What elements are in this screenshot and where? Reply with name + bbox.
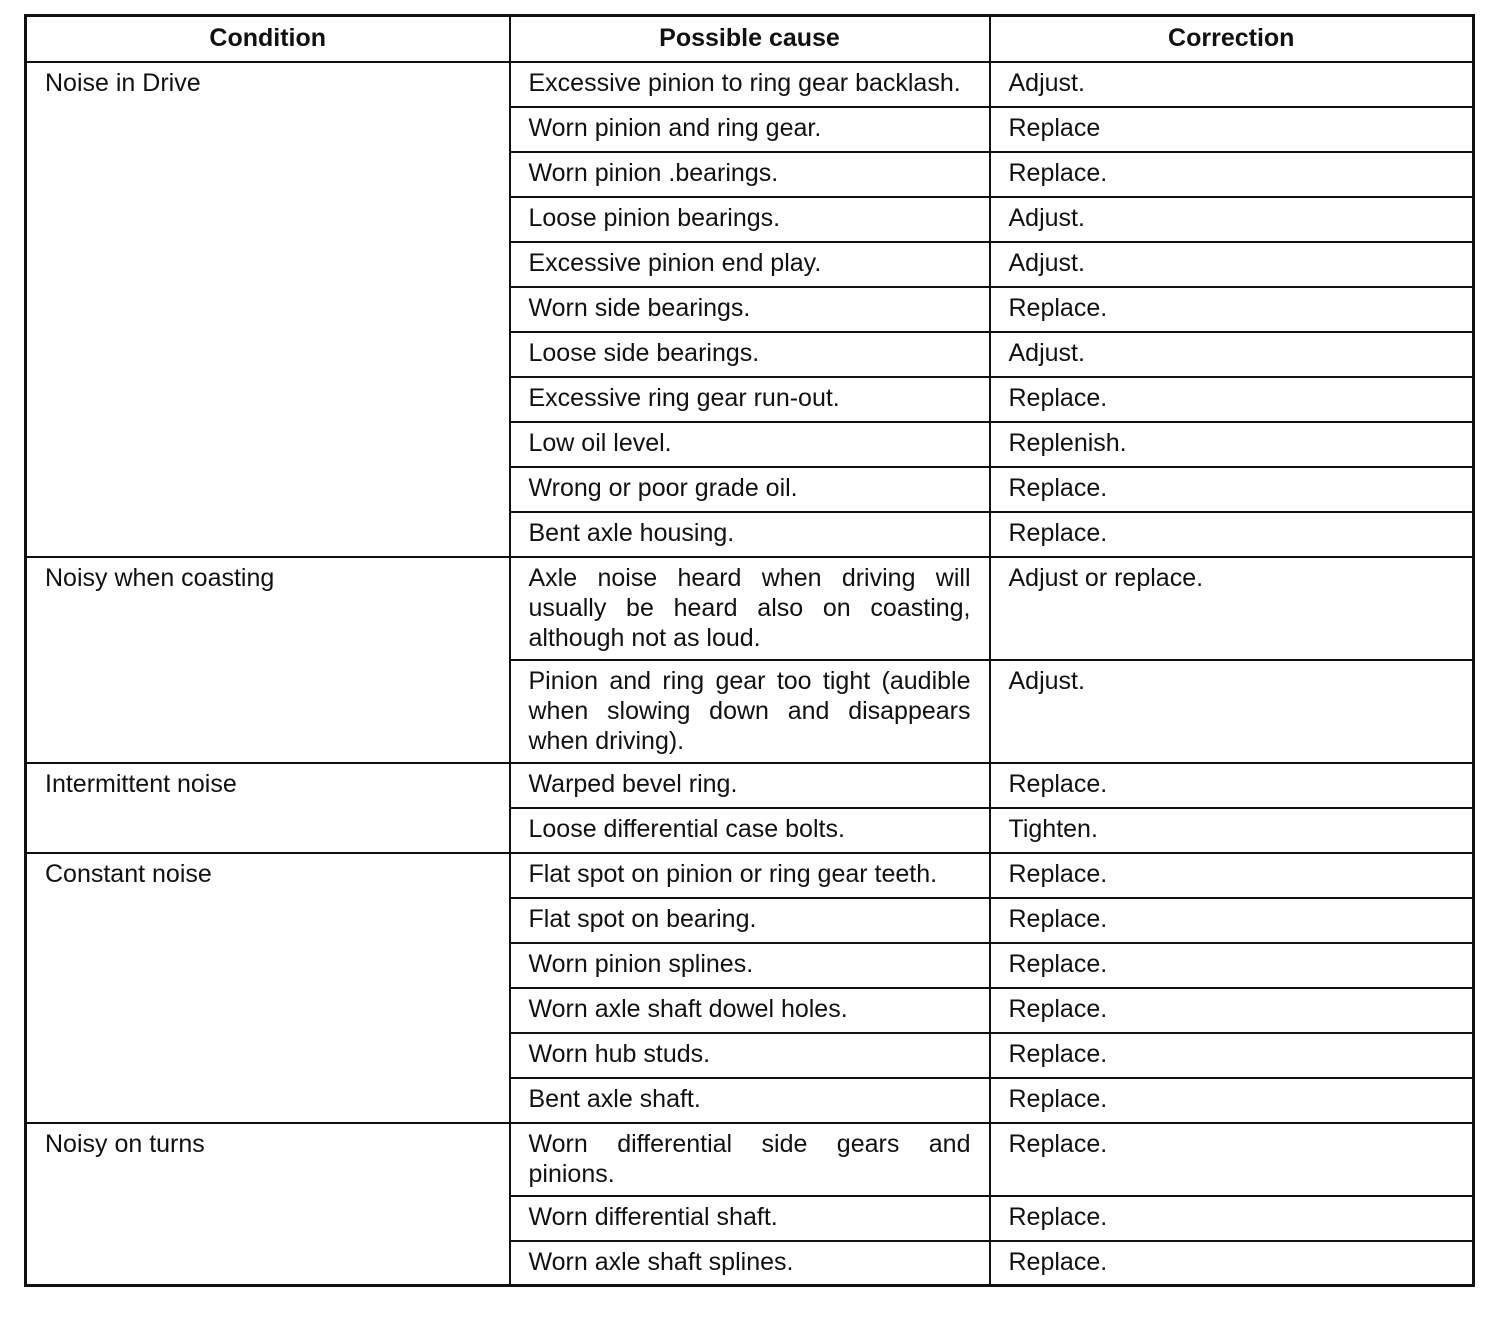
correction-cell: Adjust. — [990, 660, 1474, 763]
correction-cell: Replace. — [990, 988, 1474, 1033]
table-row — [26, 853, 1474, 898]
correction-cell: Adjust. — [990, 242, 1474, 287]
possible-cause-cell: Excessive pinion end play. — [510, 242, 990, 287]
correction-cell: Adjust. — [990, 197, 1474, 242]
possible-cause-cell: Loose side bearings. — [510, 332, 990, 377]
correction-cell: Replace. — [990, 943, 1474, 988]
correction-cell: Replace. — [990, 467, 1474, 512]
possible-cause-cell: Pinion and ring gear too tight (audible when slowing down and disappears when driving). — [510, 660, 990, 763]
possible-cause-cell: Low oil level. — [510, 422, 990, 467]
condition-cell: Noise in Drive — [26, 62, 510, 557]
correction-cell: Replace. — [990, 853, 1474, 898]
header-possible-cause: Possible cause — [510, 16, 990, 62]
table-row — [26, 1123, 1474, 1196]
correction-cell: Replace. — [990, 152, 1474, 197]
possible-cause-cell: Worn axle shaft splines. — [510, 1241, 990, 1286]
correction-cell: Replace — [990, 107, 1474, 152]
table-row — [26, 62, 1474, 107]
possible-cause-cell: Worn pinion splines. — [510, 943, 990, 988]
possible-cause-cell: Loose differential case bolts. — [510, 808, 990, 853]
possible-cause-cell: Worn side bearings. — [510, 287, 990, 332]
troubleshooting-table — [24, 14, 1475, 1287]
correction-cell: Replace. — [990, 898, 1474, 943]
possible-cause-cell: Warped bevel ring. — [510, 763, 990, 808]
table-body — [26, 62, 1474, 1286]
possible-cause-cell: Axle noise heard when driving will usually be heard also on coasting, although not as loud. — [510, 557, 990, 660]
correction-cell: Adjust or replace. — [990, 557, 1474, 660]
troubleshooting-table-container — [24, 14, 1472, 1287]
possible-cause-cell: Wrong or poor grade oil. — [510, 467, 990, 512]
possible-cause-cell: Worn differential side gears and pinions. — [510, 1123, 990, 1196]
correction-cell: Tighten. — [990, 808, 1474, 853]
condition-cell: Constant noise — [26, 853, 510, 1123]
possible-cause-cell: Worn hub studs. — [510, 1033, 990, 1078]
condition-cell: Noisy on turns — [26, 1123, 510, 1286]
possible-cause-cell: Loose pinion bearings. — [510, 197, 990, 242]
possible-cause-cell: Worn pinion .bearings. — [510, 152, 990, 197]
correction-cell: Replace. — [990, 1123, 1474, 1196]
possible-cause-cell: Excessive pinion to ring gear backlash. — [510, 62, 990, 107]
correction-cell: Adjust. — [990, 62, 1474, 107]
correction-cell: Replace. — [990, 377, 1474, 422]
correction-cell: Replace. — [990, 763, 1474, 808]
correction-cell: Replace. — [990, 1196, 1474, 1241]
table-row — [26, 763, 1474, 808]
possible-cause-cell: Excessive ring gear run-out. — [510, 377, 990, 422]
correction-cell: Replace. — [990, 1078, 1474, 1123]
possible-cause-cell: Flat spot on bearing. — [510, 898, 990, 943]
possible-cause-cell: Worn axle shaft dowel holes. — [510, 988, 990, 1033]
correction-cell: Replace. — [990, 1241, 1474, 1286]
correction-cell: Replace. — [990, 1033, 1474, 1078]
condition-cell: Noisy when coasting — [26, 557, 510, 763]
condition-cell: Intermittent noise — [26, 763, 510, 853]
table-header-row — [26, 16, 1474, 62]
possible-cause-cell: Bent axle housing. — [510, 512, 990, 557]
possible-cause-cell: Bent axle shaft. — [510, 1078, 990, 1123]
correction-cell: Replace. — [990, 512, 1474, 557]
possible-cause-cell: Flat spot on pinion or ring gear teeth. — [510, 853, 990, 898]
correction-cell: Adjust. — [990, 332, 1474, 377]
header-condition: Condition — [26, 16, 510, 62]
table-row — [26, 557, 1474, 660]
correction-cell: Replace. — [990, 287, 1474, 332]
possible-cause-cell: Worn differential shaft. — [510, 1196, 990, 1241]
header-correction: Correction — [990, 16, 1474, 62]
possible-cause-cell: Worn pinion and ring gear. — [510, 107, 990, 152]
correction-cell: Replenish. — [990, 422, 1474, 467]
